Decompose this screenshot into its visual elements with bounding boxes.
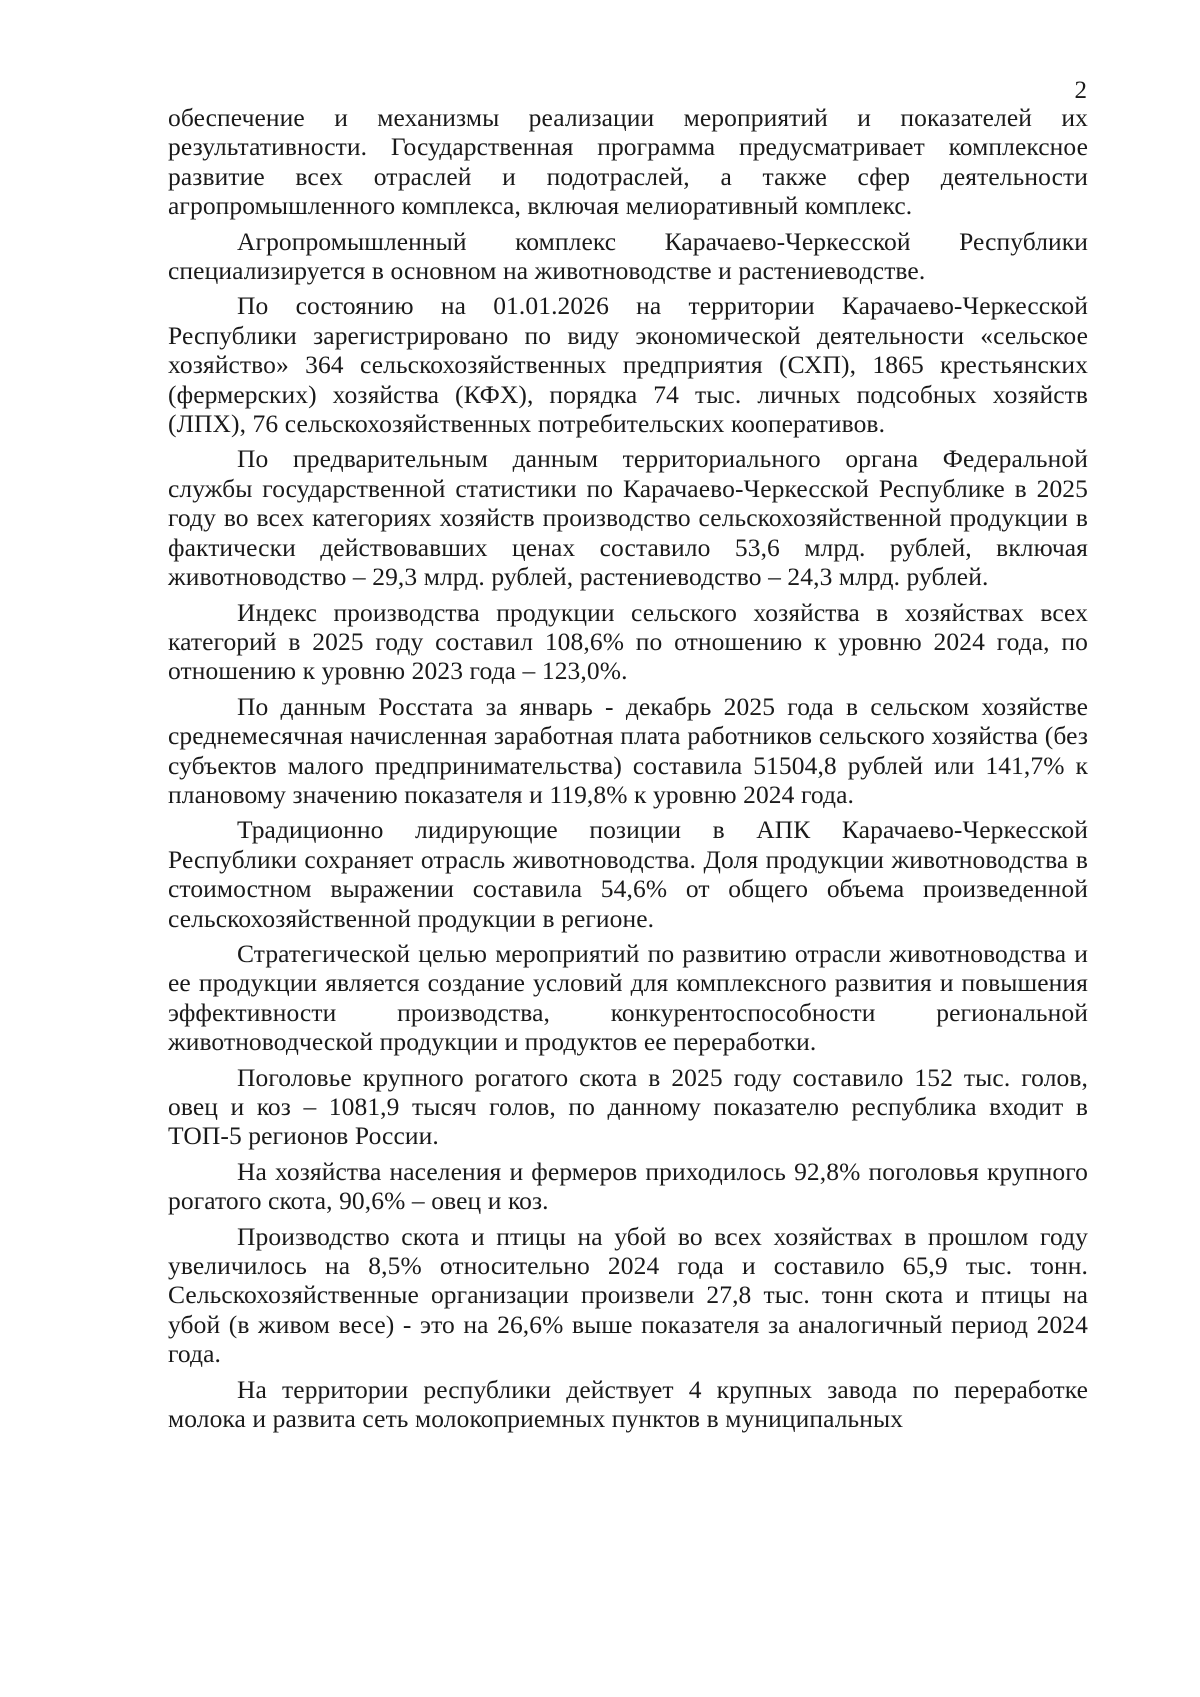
paragraph-program-continuation: обеспечение и механизмы реализации мероприятий и показателей их результативности. Государственная программа предусматривает комплексное развитие всех отраслей и подотраслей, а также сфер деятельности агропромышленного комплекса, включая мелиоративный комплекс. <box>168 103 1088 221</box>
paragraph-agro-specialization: Агропромышленный комплекс Карачаево-Черкесской Республики специализируется в основном на животноводстве и растениеводстве. <box>168 226 1088 286</box>
paragraph-production-value: По предварительным данным территориального органа Федеральной службы государственной статистики по Карачаево-Черкесской Республике в 2025 году во всех категориях хозяйств производство сельскохозяйственной продукции в фактически действовавших ценах составило 53,6 млрд. рублей, включая животноводство – 29,3 млрд. рублей, растениеводство – 24,3 млрд. рублей. <box>168 444 1088 592</box>
paragraph-livestock-share: Традиционно лидирующие позиции в АПК Карачаево-Черкесской Республики сохраняет отрасль животноводства. Доля продукции животноводства в стоимостном выражении составила 54,6% от общего объема произведенной сельскохозяйственной продукции в регионе. <box>168 815 1088 933</box>
paragraph-production-index: Индекс производства продукции сельского хозяйства в хозяйствах всех категорий в 2025 году составил 108,6% по отношению к уровню 2024 года, по отношению к уровню 2023 года – 123,0%. <box>168 597 1088 686</box>
paragraph-strategic-goal: Стратегической целью мероприятий по развитию отрасли животноводства и ее продукции является создание условий для комплексного развития и повышения эффективности производства, конкурентоспособности региональной животноводческой продукции и продуктов ее переработки. <box>168 938 1088 1057</box>
paragraph-average-salary: По данным Росстата за январь - декабрь 2025 года в сельском хозяйстве среднемесячная начисленная заработная плата работников сельского хозяйства (без субъектов малого предпринимательства) составила 51504,8 рублей или 141,7% к плановому значению показателя и 119,8% к уровню 2024 года. <box>168 691 1088 809</box>
paragraph-registered-farms: По состоянию на 01.01.2026 на территории Карачаево-Черкесской Республики зарегистрировано по виду экономической деятельности «сельское хозяйство» 364 сельскохозяйственных предприятия (СХП), 1865 крестьянских (фермерских) хозяйства (КФХ), порядка 74 тыс. личных подсобных хозяйств (ЛПХ), 76 сельскохозяйственных потребительских кооперативов. <box>168 291 1088 439</box>
paragraph-milk-processing: На территории республики действует 4 крупных завода по переработке молока и развита сеть молокоприемных пунктов в муниципальных <box>168 1374 1088 1434</box>
paragraph-slaughter-production: Производство скота и птицы на убой во всех хозяйствах в прошлом году увеличилось на 8,5% относительно 2024 года и составило 65,9 тыс. тонн. Сельскохозяйственные организации произвели 27,8 тыс. тонн скота и птицы на убой (в живом весе) - это на 26,6% выше показателя за аналогичный период 2024 года. <box>168 1221 1088 1369</box>
page-number: 2 <box>1074 77 1087 104</box>
paragraph-cattle-population: Поголовье крупного рогатого скота в 2025 году составило 152 тыс. голов, овец и коз – 1081,9 тысяч голов, по данному показателю республика входит в ТОП-5 регионов России. <box>168 1062 1088 1151</box>
paragraph-household-share: На хозяйства населения и фермеров приходилось 92,8% поголовья крупного рогатого скота, 90,6% – овец и коз. <box>168 1156 1088 1216</box>
document-body <box>168 103 1088 1433</box>
